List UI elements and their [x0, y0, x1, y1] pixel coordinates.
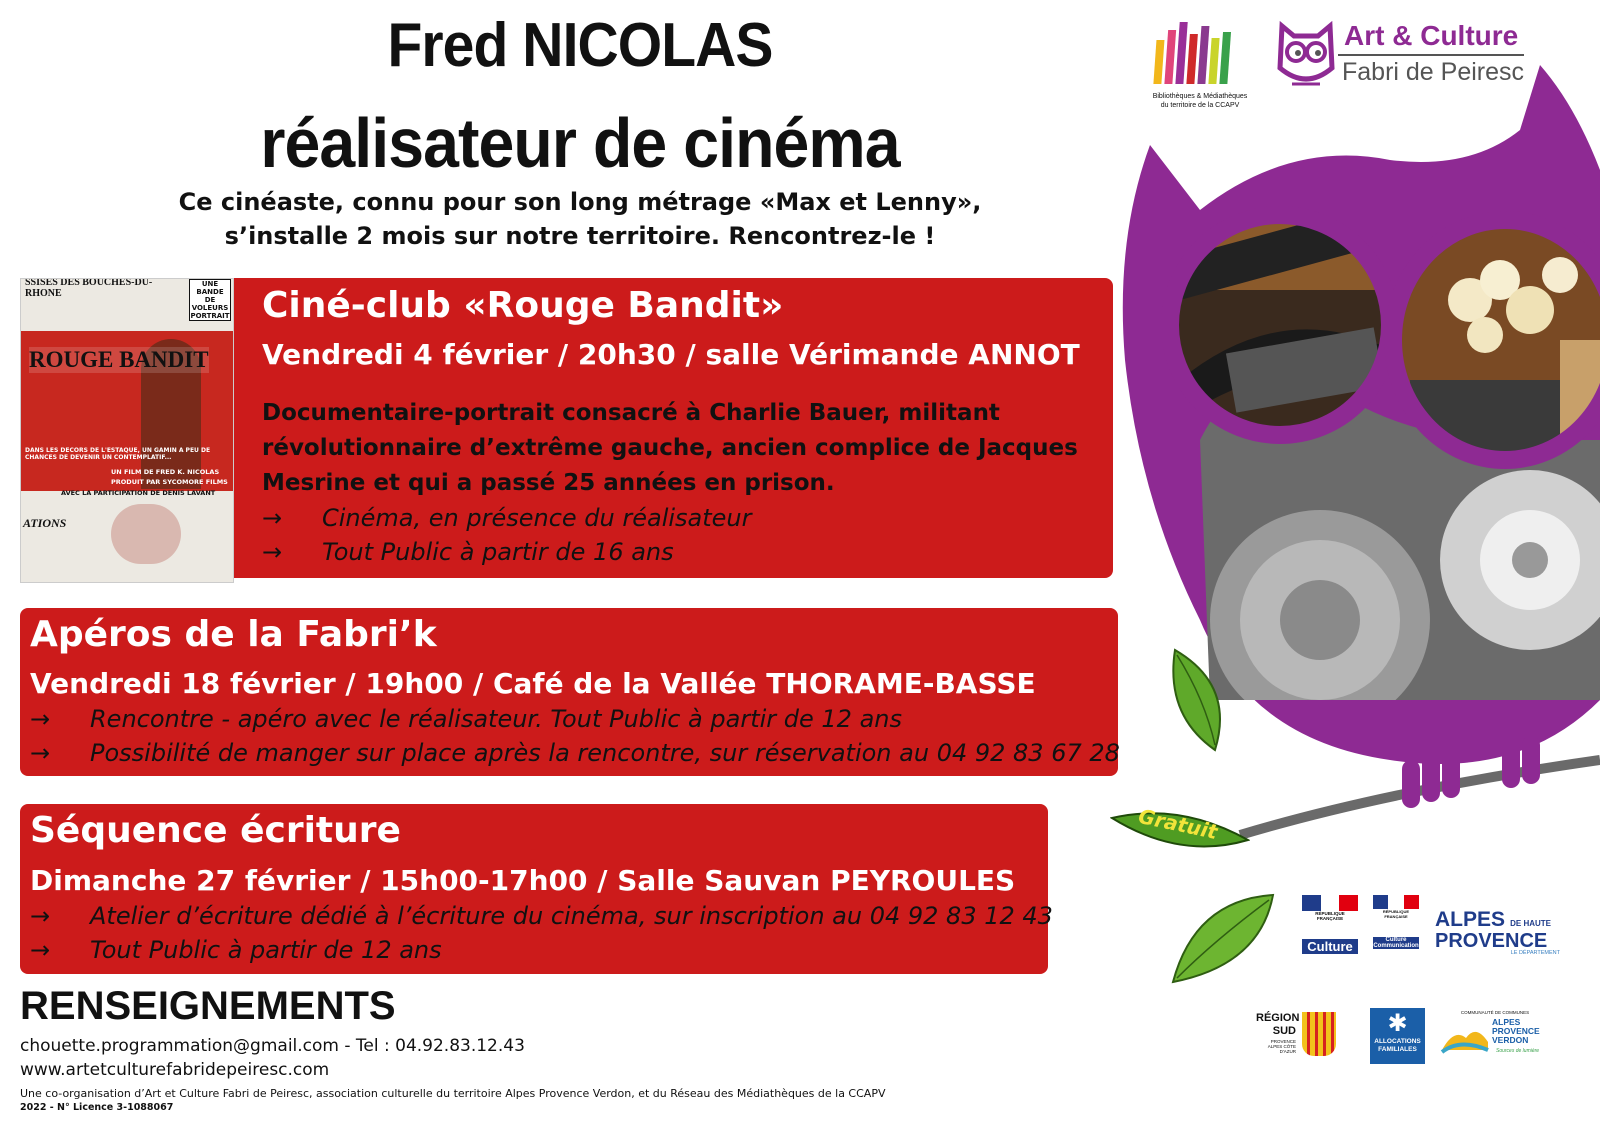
event2-bullet [30, 739, 1120, 767]
event1-bullet [262, 538, 674, 566]
event2-bullet1-text: Rencontre - apéro avec le réalisateur. Tout Public à partir de 12 ans [90, 705, 902, 733]
arrow-icon: → [30, 739, 51, 767]
poster-credit2: PRODUIT PAR SYCOMORE FILMS [111, 478, 228, 486]
event1-bullet2-text: Tout Public à partir de 16 ans [322, 538, 674, 566]
ccapv-line2: PROVENCE [1492, 1026, 1540, 1036]
ccapv-line1: ALPES [1492, 1017, 1521, 1027]
arrow-icon: → [30, 705, 51, 733]
licence-note: 2022 - N° Licence 3-1088067 [20, 1102, 174, 1113]
leaf-icon [1165, 890, 1280, 990]
gratuit-badge [1110, 803, 1250, 856]
gratuit-label: Gratuit [1136, 803, 1220, 845]
alpes-line1: ALPES [1435, 908, 1506, 931]
intro-text-line1: Ce cinéaste, connu pour son long métrage «Max et Lenny», [178, 188, 982, 216]
ministere-culture-logo-1 [1302, 895, 1358, 963]
owl-cinema-illustration [1090, 60, 1600, 920]
event1-desc-line3: Mesrine et qui a passé 25 années en prison. [262, 470, 835, 496]
mountain-wave-icon [1440, 1020, 1490, 1054]
ministere1-republic: RÉPUBLIQUE FRANÇAISE [1315, 911, 1345, 921]
art-culture-line2: Fabri de Peiresc [1338, 54, 1524, 87]
event1-bullet [262, 504, 752, 532]
region-line2: SUD [1272, 1025, 1296, 1037]
poster-box: UNE BANDE DE VOLEURS PORTRAIT [190, 280, 230, 320]
event2-bullet [30, 705, 902, 733]
event3-bullet [30, 902, 1053, 930]
page-title-line1: Fred NICOLAS [387, 11, 773, 80]
region-sub: PROVENCE ALPES CÔTE D'AZUR [1267, 1039, 1296, 1054]
ministere2-culture: Culture Communication [1373, 937, 1419, 949]
poster-headline: SSISES DES BOUCHES-DU-RHONE [25, 278, 153, 299]
event2-date: Vendredi 18 février / 19h00 / Café de la Vallée THORAME-BASSE [30, 667, 1036, 700]
caf-line2: FAMILIALES [1378, 1046, 1417, 1053]
arrow-icon: → [30, 936, 51, 964]
poster-credit1: UN FILM DE FRED K. NICOLAS [111, 468, 220, 476]
leaf-icon [1165, 645, 1235, 755]
rouge-bandit-poster [20, 278, 234, 583]
event2-title: Apéros de la Fabri’k [30, 614, 437, 655]
alpes-line2: PROVENCE [1435, 930, 1548, 952]
arrow-icon: → [262, 504, 283, 532]
region-line1: RÉGION [1256, 1012, 1300, 1024]
alpes-dept: LE DÉPARTEMENT [1510, 950, 1560, 956]
ministere-culture-logo-2 [1373, 895, 1419, 955]
event1-title: Ciné-club «Rouge Bandit» [262, 285, 784, 326]
ccapv-logo [1440, 1010, 1550, 1060]
event1-bullet1-text: Cinéma, en présence du réalisateur [322, 504, 752, 532]
renseignements-heading: RENSEIGNEMENTS [20, 984, 396, 1028]
event3-title: Séquence écriture [30, 810, 401, 851]
caf-line1: ALLOCATIONS [1374, 1038, 1421, 1045]
event3-date: Dimanche 27 février / 15h00-17h00 / Salle Sauvan PEYROULES [30, 864, 1016, 897]
arrow-icon: → [262, 538, 283, 566]
art-culture-line1: Art & Culture [1344, 20, 1519, 51]
poster-tagline: DANS LES DECORS DE L'ESTAQUE, UN GAMIN A PEU DE CHANCES DE DEVENIR UN CONTEMPLATIF... [25, 447, 211, 461]
ccapv-tag: Sources de lumière [1496, 1048, 1540, 1054]
ccapv-top: COMMUNAUTÉ DE COMMUNES [1460, 1010, 1530, 1015]
website-link[interactable]: www.artetculturefabridepeiresc.com [20, 1060, 330, 1080]
ccapv-line3: VERDON [1492, 1035, 1529, 1045]
event1-desc-line2: révolutionnaire d’extrême gauche, ancien complice de Jacques [262, 435, 1078, 461]
arrow-icon: → [30, 902, 51, 930]
poster-title: ROUGE BANDIT [29, 347, 209, 372]
caf-logo [1370, 1008, 1425, 1064]
intro-text-line2: s’installe 2 mois sur notre territoire. Rencontrez-le ! [224, 222, 936, 250]
alpes-haute-provence-logo [1435, 908, 1560, 958]
poster-credit3: AVEC LA PARTICIPATION DE DENIS LAVANT [61, 489, 216, 497]
ministere1-culture: Culture [1302, 939, 1358, 954]
event1-date: Vendredi 4 février / 20h30 / salle Vérimande ANNOT [262, 338, 1080, 371]
ministere2-republic: RÉPUBLIQUE FRANÇAISE [1382, 909, 1410, 919]
bibliotheques-text2: du territoire de la CCAPV [1160, 102, 1240, 109]
alpes-de-haute: DE HAUTE [1510, 919, 1551, 928]
contact-email-phone[interactable]: chouette.programmation@gmail.com - Tel : 04.92.83.12.43 [20, 1036, 525, 1056]
organisation-note: Une co-organisation d’Art et Culture Fabri de Peiresc, association culturelle du territoire Alpes Provence Verdon, et du Réseau des Médiathèques de la CCAPV [20, 1087, 886, 1100]
caf-emblem-icon: ✱ [1387, 1009, 1408, 1037]
event2-bullet2-text: Possibilité de manger sur place après la rencontre, sur réservation au 04 92 83 67 28 [90, 739, 1120, 767]
event3-bullet2-text: Tout Public à partir de 12 ans [90, 936, 442, 964]
region-sud-logo [1256, 1010, 1348, 1062]
poster-corner-text: ATIONS [23, 516, 67, 530]
event1-desc-line1: Documentaire-portrait consacré à Charlie Bauer, militant [262, 400, 1000, 426]
event3-bullet [30, 936, 442, 964]
event3-bullet1-text: Atelier d’écriture dédié à l’écriture du cinéma, sur inscription au 04 92 83 12 43 [90, 902, 1053, 930]
page-title-line2: réalisateur de cinéma [260, 104, 900, 182]
region-shield-icon [1302, 1012, 1336, 1056]
bibliotheques-text1: Bibliothèques & Médiathèques [1152, 93, 1248, 100]
